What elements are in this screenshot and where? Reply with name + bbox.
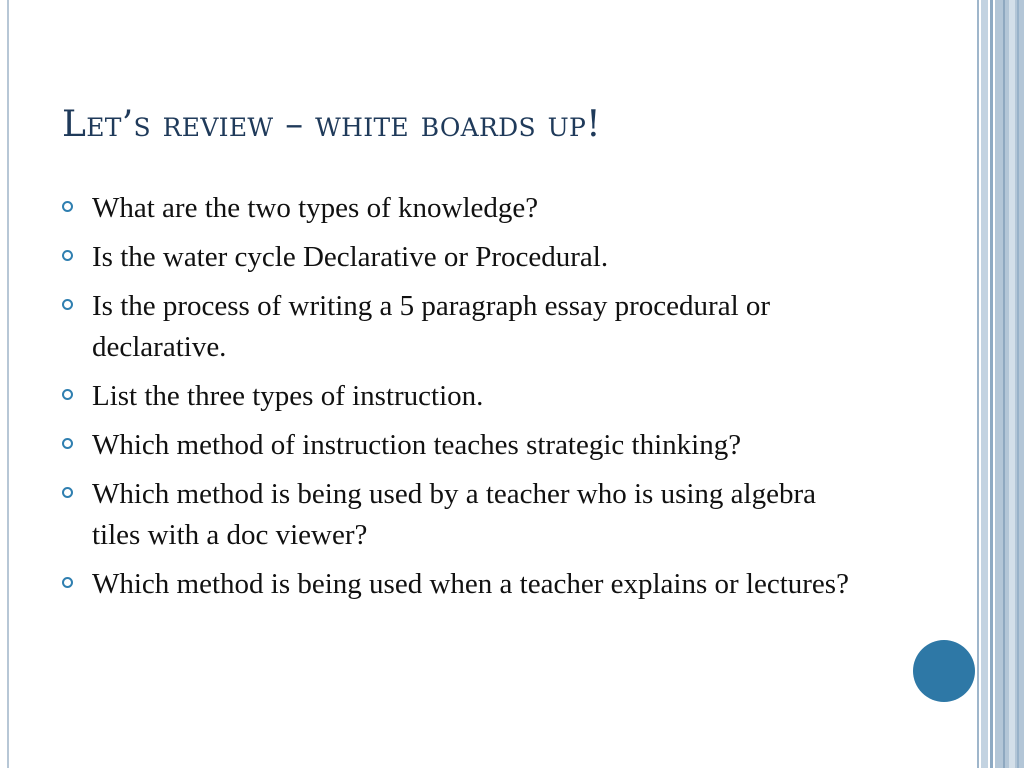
right-stripe [977,0,979,768]
bullet-item [62,237,862,278]
circle-bullet-icon [62,577,73,588]
bullet-text: Is the water cycle Declarative or Procedural. [92,241,609,273]
right-stripe [1017,0,1019,768]
bullet-item [62,425,862,466]
bullet-item [62,376,862,417]
circle-bullet-icon [62,487,73,498]
circle-bullet-icon [62,201,73,212]
left-border-line [7,0,9,768]
right-stripe [981,0,988,768]
right-stripe [1009,0,1015,768]
bullet-text: Is the process of writing a 5 paragraph essay procedural or declarative. [92,290,771,363]
bullet-text: List the three types of instruction. [92,380,484,412]
bullet-text: What are the two types of knowledge? [92,192,539,224]
circle-bullet-icon [62,250,73,261]
bullet-text: Which method is being used when a teacher explains or lectures? [92,568,849,600]
bullet-item [62,188,862,229]
bullet-list [62,188,862,613]
bullet-item [62,474,862,556]
circle-bullet-icon [62,438,73,449]
decorative-circle [913,640,975,702]
bullet-text: Which method is being used by a teacher who is using algebra tiles with a doc viewer? [92,478,816,551]
circle-bullet-icon [62,389,73,400]
bullet-item [62,564,862,605]
circle-bullet-icon [62,299,73,310]
bullet-item [62,286,862,368]
right-stripe [990,0,993,768]
slide-title: Let’s review – white boards up! [62,104,601,145]
bullet-text: Which method of instruction teaches strategic thinking? [92,429,742,461]
right-stripe [1003,0,1005,768]
